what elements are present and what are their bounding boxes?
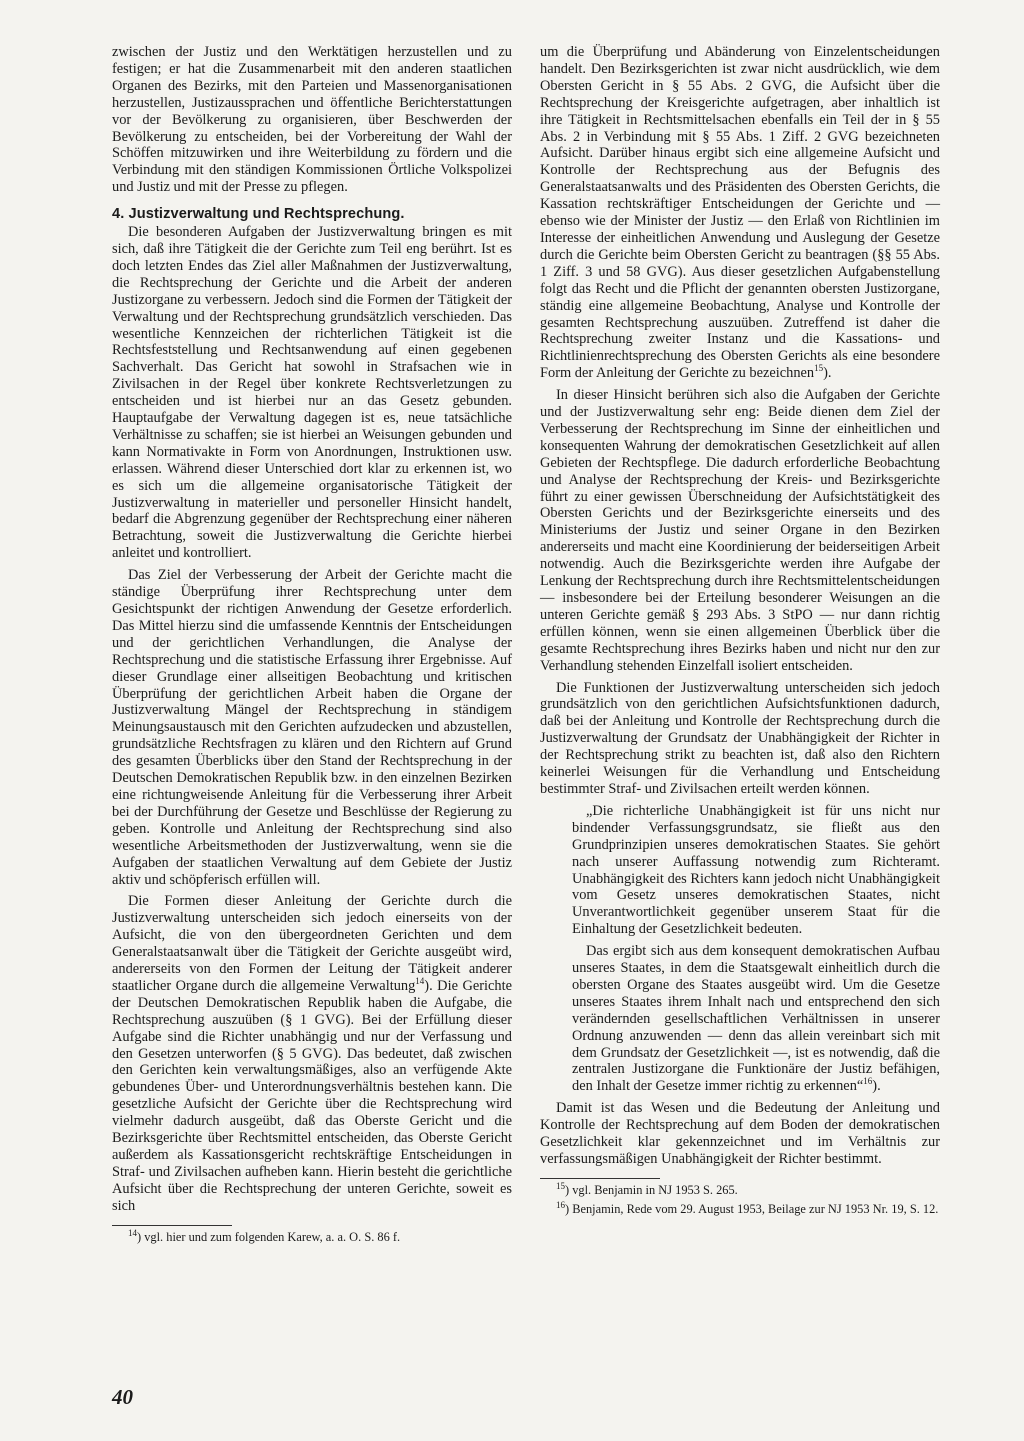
block-quote <box>572 803 940 1095</box>
paragraph-text: Die Formen dieser Anleitung der Gerichte durch die Justizverwaltung unterscheiden sich jedoch einerseits von der Aufsicht, die von den übergeordneten Gerichten und dem Generalstaatsanwalt über die Tätigkeit der Gerichte ausgeübt wird, andererseits von den Formen der Leitung der Tätigkeit anderer staatlicher Organe durch die allgemeine Verwaltung <box>112 893 512 994</box>
footnote-number: 15 <box>556 1180 565 1191</box>
paragraph: zwischen der Justiz und den Werktätigen herzustellen und zu festigen; er hat die Zusammenarbeit mit den anderen staatlichen Organen des Bezirks, mit den Parteien und Massenorganisationen herzustellen, Justizaussprachen und öffentliche Berichterstattungen vor der Bevölkerung zu organisieren, über Beschwerden der Bevölkerung zu entscheiden, bei der Vorbereitung der Wahl der Schöffen mitzuwirken und ihre Weiterbildung zu fördern und die Verbindung mit den ständigen Kommissionen Örtliche Volkspolizei und Justiz und mit der Presse zu pflegen. <box>112 44 512 196</box>
page-number: 40 <box>112 1385 133 1409</box>
quote-paragraph: „Die richterliche Unabhängigkeit ist für uns nicht nur bindender Verfassungsgrundsatz, sie fließt aus den Grundprinzipien unseres demokratischen Staates. Sie gehört nach unserer Auffassung notwendig zum Richteramt. Unabhängigkeit des Richters kann jedoch nicht Unabhängigkeit vom Gesetz unseres demokratischen Staates, nicht Unverantwortlichkeit gegenüber unserem Staat für die Einhaltung der Gesetzlichkeit bedeuten. <box>572 802 940 938</box>
footnote <box>112 1227 512 1245</box>
section-heading: 4. Justizverwaltung und Rechtsprechung. <box>112 206 405 223</box>
footnote-ref: 14 <box>415 976 425 987</box>
paragraph <box>540 44 940 382</box>
footnote-ref: 16 <box>863 1076 873 1087</box>
paragraph-text: ). <box>872 1078 881 1095</box>
paragraph-text: Das ergibt sich aus dem konsequent demokratischen Aufbau unseres Staates, in dem die Staatsgewalt einheitlich durch die obersten Organe des Staates ausgeübt wird. Um die Gesetze unseres Staates ihrem Inhalt nach und entsprechend den sich verändernden gesellschaftlichen Verhältnissen in unserer Ordnung anzuwenden — denn das allein vereinbart sich mit dem Grundsatz der Gesetzlichkeit —, ist es notwendig, daß die zentralen Justizorgane die Funktionäre der Justiz befähigen, den Inhalt der Gesetze immer richtig zu erkennen“ <box>572 943 940 1095</box>
paragraph-text: um die Überprüfung und Abänderung von Einzelentscheidungen handelt. Den Bezirksgerichten ist zwar nicht ausdrücklich, wie dem Obersten Gericht in § 55 Abs. 2 GVG, die Aufsicht über die Rechtsprechung der Kreisgerichte aufgetragen, aber inhaltlich ist ihre Tätigkeit in Rechtsmittelsachen ebenfalls ein Teil der in § 55 Abs. 2 in Verbindung mit § 55 Abs. 1 Ziff. 2 GVG bezeichneten Aufsicht. Darüber hinaus ergibt sich eine allgemeine Aufsicht und Kontrolle der Rechtsprechung aus der Befugnis des Generalstaatsanwalts und des Präsidenten des Obersten Gerichts, die Kassation rechtskräftiger Entscheidungen der Gerichte und — ebenso wie der Minister der Justiz — den Erlaß von Richtlinien im Interesse der einheitlichen Anwendung und Auslegung der Gesetze durch die Gerichte beim Obersten Gericht zu beantragen (§§ 55 Abs. 1 Ziff. 3 und 58 GVG). Aus dieser gesetzlichen Aufgabenstellung folgt das Recht und die Pflicht der genannten obersten Justizorgane, ständig eine allgemeine Beobachtung, Analyse und Kontrolle der gesamten Rechtsprechung auszuüben. Zutreffend ist daher die Rechtsprechung zweiter Instanz und die Kassations- und Richtlinienrechtsprechung des Obersten Gerichts als eine besondere Form der Anleitung der Gerichte zu bezeichnen <box>540 44 940 382</box>
paragraph: Damit ist das Wesen und die Bedeutung der Anleitung und Kontrolle der Rechtsprechung auf dem Boden der demokratischen Gesetzlichkeit klar gekennzeichnet und im Verhältnis zur verfassungsmäßigen Unabhängigkeit der Richter bestimmt. <box>540 1100 940 1167</box>
footnote-ref: 15 <box>814 363 824 374</box>
paragraph: Die Funktionen der Justizverwaltung unterscheiden sich jedoch grundsätzlich von den gerichtlichen Aufsichtsfunktionen dadurch, daß bei der Anleitung und Kontrolle der Rechtsprechung durch die Justizverwaltung der Grundsatz der Unabhängigkeit der Richter in der Rechtsprechung strikt zu beachten ist, daß also den Richtern keinerlei Weisungen für die Verhandlung und Entscheidung bestimmter Straf- und Zivilsachen erteilt werden können. <box>540 679 940 797</box>
footnote-text: ) vgl. Benjamin in NJ 1953 S. 265. <box>565 1182 738 1197</box>
footnote-number: 14 <box>128 1227 137 1238</box>
right-column <box>540 44 940 1222</box>
paragraph-text: ). <box>823 365 832 382</box>
paragraph-text: ). Die Gerichte der Deutschen Demokratischen Republik haben die Aufgabe, die Rechtsprechung auszuüben (§ 1 GVG). Bei der Erfüllung dieser Aufgabe sind die Richter unabhängig und nur der Verfassung und den Gesetzen unterworfen (§ 5 GVG). Das bedeutet, daß zwischen den Gerichten kein verwaltungsmäßiges, also an verfügende Akte gebundenes Über- und Unterordnungsverhältnis bestehen kann. Die gesetzliche Aufsicht der Gerichte über die Rechtsprechung wird vielmehr dadurch ausgeübt, daß das Oberste Gericht und die Bezirksgerichte über Rechtsmittel entscheiden, das Oberste Gericht außerdem als Kassationsgericht rechtskräftige Entscheidungen in Straf- und Zivilsachen aufheben kann. Hierin besteht die gerichtliche Aufsicht über die Rechtsprechung der unteren Gerichte, soweit es sich <box>112 977 512 1214</box>
paragraph: In dieser Hinsicht berühren sich also die Aufgaben der Gerichte und der Justizverwaltung sehr eng: Beide dienen dem Ziel der Verbesserung der Rechtsprechung im Sinne der einheitlichen und konsequenten Wahrung der demokratischen Gesetzlichkeit auf allen Gebieten der Rechtspflege. Die dadurch erforderliche Beobachtung und Analyse der Rechtsprechung der Kreis- und Bezirksgerichte führt zu einer gewissen Überschneidung der Aufsichtstätigkeit des Obersten Gerichts und der Bezirksgerichte einerseits und des Ministeriums der Justiz und seiner Organe in den Bezirken andererseits und macht eine Koordinierung der beiderseitigen Arbeit notwendig. Auch die Bezirksgerichte werden ihre Aufgabe der Lenkung der Rechtsprechung durch ihre Rechtsmittelentscheidungen — insbesondere bei der Erteilung besonderer Weisungen an die unteren Gerichte gemäß § 293 Abs. 3 StPO — nur dann richtig erfüllen können, wenn sie einen allgemeinen Überblick über die gesamte Rechtsprechung ihres Bezirks haben und nicht nur den zur Verhandlung stehenden Einzelfall isoliert entscheiden. <box>540 387 940 674</box>
footnote-text: ) vgl. hier und zum folgenden Karew, a. a. O. S. 86 f. <box>137 1229 401 1244</box>
quote-paragraph <box>572 943 940 1095</box>
left-column <box>112 44 512 1249</box>
footnote-number: 16 <box>556 1200 565 1211</box>
footnote <box>540 1202 940 1217</box>
paragraph: Die besonderen Aufgaben der Justizverwaltung bringen es mit sich, daß ihre Tätigkeit die der Gerichte zum Teil eng berührt. Ist es doch letzten Endes das Ziel aller Maßnahmen der Justizverwaltung, die Rechtsprechung der Gerichte und die Arbeit der anderen Justizorgane zu verbessern. Jedoch sind die Formen der Tätigkeit der Verwaltung und der Rechtsprechung grundsätzlich verschieden. Das wesentliche Kennzeichen der richterlichen Tätigkeit ist die Rechtsfeststellung und Rechtsanwendung auf einen gegebenen Sachverhalt. Das Gericht hat sowohl in Strafsachen wie in Zivilsachen in der Regel über konkrete Rechtsverletzungen zu entscheiden und ist hierbei nur an das Gesetz gebunden. Hauptaufgabe der Verwaltung dagegen ist es, neue tatsächliche Verhältnisse zu schaffen; sie ist hierbei an Weisungen gebunden und kann Normativakte in Form von Anordnungen, Instruktionen usw. erlassen. Während dieser Unterschied dort klar zu erkennen ist, wo es sich um die allgemeine organisatorische Tätigkeit der Justizverwaltung in materieller und personeller Hinsicht handelt, bedarf die Abgrenzung gegenüber der Rechtsprechung einer näheren Betrachtung, soweit die Justizverwaltung die Gerichte hierbei anleitet und kontrolliert. <box>112 224 512 562</box>
footnote-divider <box>540 1178 660 1179</box>
paragraph <box>112 893 512 1214</box>
footnote-text: ) Benjamin, Rede vom 29. August 1953, Beilage zur NJ 1953 Nr. 19, S. 12. <box>565 1202 939 1217</box>
footnote-divider <box>112 1225 232 1226</box>
footnote <box>540 1180 940 1198</box>
paragraph: Das Ziel der Verbesserung der Arbeit der Gerichte macht die ständige Überprüfung ihrer Rechtsprechung unter dem Gesichtspunkt der richtigen Anwendung der Gesetze erforderlich. Das Mittel hierzu sind die umfassende Kenntnis der Entscheidungen und der gerichtlichen Verhandlungen, die Analyse der Rechtsprechung und die statistische Erfassung ihrer Ergebnisse. Auf dieser Grundlage einer allseitigen Beobachtung und kritischen Überprüfung der gerichtlichen Arbeit haben die Organe der Justizverwaltung Mängel der Rechtsprechung in ständigem Meinungsaustausch mit den Gerichten aufzudecken und abzustellen, grundsätzliche Rechtsfragen zu klären und den Richtern auf Grund des gesamten Überblicks über den Stand der Rechtsprechung in der Deutschen Demokratischen Republik bzw. in den einzelnen Bezirken eine richtungweisende Anleitung für die Verbesserung ihrer Arbeit bei der Durchführung der Gesetze und Beschlüsse der Regierung zu geben. Kontrolle und Anleitung der Rechtsprechung sind also wesentliche Arbeitsmethoden der Justizverwaltung, wenn sie die Aufgaben der staatlichen Verwaltung auf dem Gebiete der Justiz aktiv und schöpferisch erfüllen will. <box>112 567 512 888</box>
